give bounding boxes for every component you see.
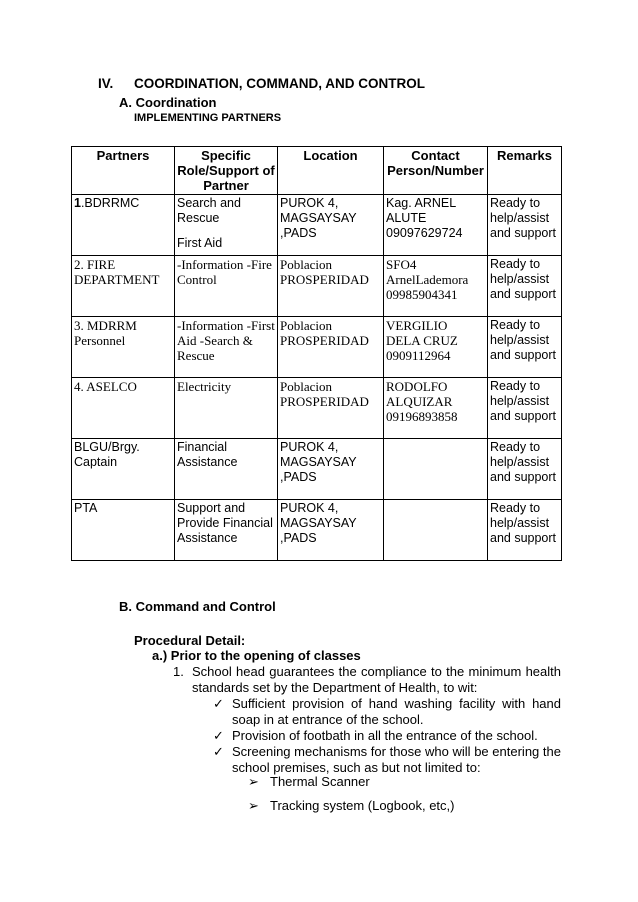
role-text-2: First Aid (177, 236, 223, 250)
remarks-cell: Ready to help/assist and support (488, 378, 562, 439)
role-cell: -Information -Fire Control (175, 256, 278, 317)
checkmark-icon: ✓ (213, 696, 224, 711)
remarks-cell: Ready to help/assist and support (488, 500, 562, 561)
partner-cell: 2. FIRE DEPARTMENT (72, 256, 175, 317)
partner-cell: PTA (72, 500, 175, 561)
arrow-bullet-icon: ➢ (248, 798, 259, 813)
contact-cell (384, 500, 488, 561)
arrow-bullet-icon: ➢ (248, 774, 259, 789)
list-item (248, 774, 454, 789)
role-cell: Support and Provide Financial Assistance (175, 500, 278, 561)
list-item (213, 728, 561, 744)
header-contact: Contact Person/Number (384, 147, 488, 195)
remarks-cell: Ready to help/assist and support (488, 439, 562, 500)
remarks-cell: Ready to help/assist and support (488, 195, 562, 256)
location-cell: Poblacion PROSPERIDAD (278, 317, 384, 378)
location-cell: Poblacion PROSPERIDAD (278, 256, 384, 317)
arrow-text: Tracking system (Logbook, etc,) (270, 798, 455, 813)
table-row (72, 317, 562, 378)
location-cell: PUROK 4, MAGSAYSAY ,PADS (278, 439, 384, 500)
section-iv-heading (98, 76, 425, 91)
list-item (248, 798, 454, 813)
section-iv-number: IV. (98, 76, 114, 91)
role-cell: Financial Assistance (175, 439, 278, 500)
section-iv-title: COORDINATION, COMMAND, AND CONTROL (134, 76, 425, 91)
list-item (213, 744, 561, 776)
partner-name: .BDRRMC (80, 196, 140, 210)
partner-cell: BLGU/Brgy. Captain (72, 439, 175, 500)
role-cell (175, 195, 278, 256)
table-row (72, 439, 562, 500)
table-row (72, 256, 562, 317)
partner-cell: 3. MDRRM Personnel (72, 317, 175, 378)
list-item (213, 696, 561, 728)
partners-table (71, 146, 562, 561)
check-text: Provision of footbath in all the entrance of the school. (232, 728, 538, 743)
table-header-row (72, 147, 562, 195)
header-role: Specific Role/Support of Partner (175, 147, 278, 195)
step-a-heading: a.) Prior to the opening of classes (152, 648, 361, 663)
role-cell: Electricity (175, 378, 278, 439)
header-partners: Partners (72, 147, 175, 195)
arrow-text: Thermal Scanner (270, 774, 370, 789)
header-location: Location (278, 147, 384, 195)
location-cell: PUROK 4, MAGSAYSAY ,PADS (278, 500, 384, 561)
section-b-heading: B. Command and Control (119, 599, 276, 614)
contact-cell: Kag. ARNEL ALUTE 09097629724 (384, 195, 488, 256)
check-list (213, 696, 561, 776)
checkmark-icon: ✓ (213, 728, 224, 743)
contact-cell: VERGILIO DELA CRUZ 0909112964 (384, 317, 488, 378)
remarks-cell: Ready to help/assist and support (488, 256, 562, 317)
table-row (72, 500, 562, 561)
procedural-detail-heading: Procedural Detail: (134, 633, 246, 648)
section-a-heading: A. Coordination (119, 95, 217, 110)
location-cell: PUROK 4, MAGSAYSAY ,PADS (278, 195, 384, 256)
table-row (72, 195, 562, 256)
arrow-list (248, 774, 454, 813)
partner-cell (72, 195, 175, 256)
check-text: Sufficient provision of hand washing facility with hand soap in at entrance of the school. (232, 696, 561, 727)
contact-cell: SFO4 ArnelLademora 09985904341 (384, 256, 488, 317)
role-text: Search and Rescue (177, 196, 241, 225)
location-cell: Poblacion PROSPERIDAD (278, 378, 384, 439)
partner-number: 1 (74, 196, 81, 210)
check-text: Screening mechanisms for those who will be entering the school premises, such as but not limited to: (232, 744, 561, 775)
role-cell: -Information -First Aid -Search & Rescue (175, 317, 278, 378)
header-remarks: Remarks (488, 147, 562, 195)
contact-cell (384, 439, 488, 500)
implementing-partners-subtitle: IMPLEMENTING PARTNERS (134, 112, 282, 124)
partner-cell: 4. ASELCO (72, 378, 175, 439)
item-text: School head guarantees the compliance to the minimum health standards set by the Department of Health, to wit: (192, 664, 561, 695)
item-number: 1. (173, 664, 184, 679)
numbered-item-1 (173, 664, 561, 696)
remarks-cell: Ready to help/assist and support (488, 317, 562, 378)
checkmark-icon: ✓ (213, 744, 224, 759)
contact-cell: RODOLFO ALQUIZAR 09196893858 (384, 378, 488, 439)
table-row (72, 378, 562, 439)
